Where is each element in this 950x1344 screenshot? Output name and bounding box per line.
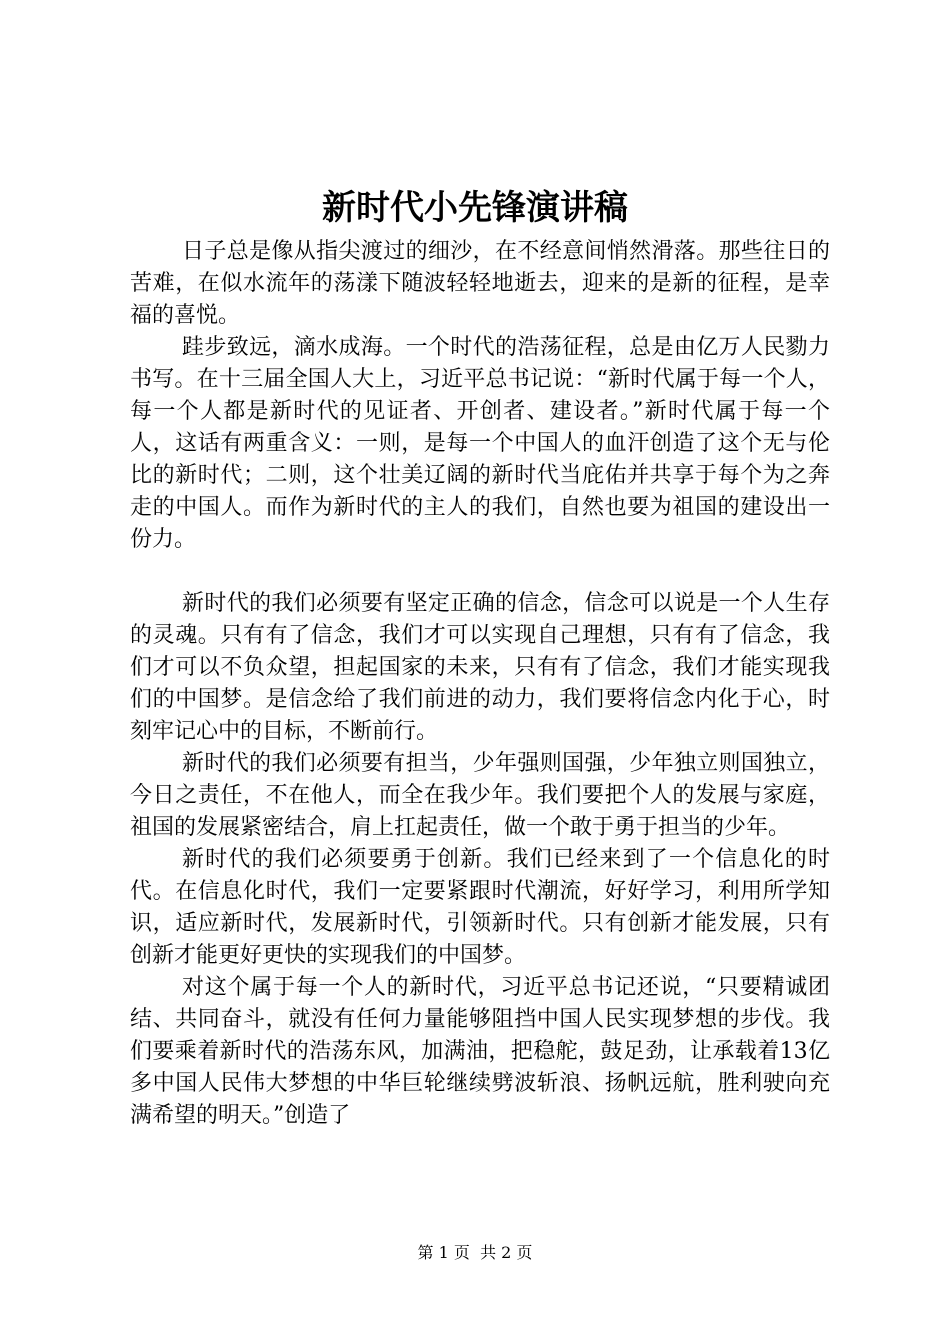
page-number: 第 1 页: [417, 1243, 470, 1262]
paragraph-4: 新时代的我们必须要有担当，少年强则国强，少年独立则国独立，今日之责任，不在他人，而全在我少年。我们要把个人的发展与家庭，祖国的发展紧密结合，肩上扛起责任，做一个敢于勇于担当的少年。: [130, 751, 830, 840]
page-title: 新时代小先锋演讲稿: [322, 188, 628, 228]
paragraph-2: 跬步致远，滴水成海。一个时代的浩荡征程，总是由亿万人民勠力书写。在十三届全国人大上，习近平总书记说：“新时代属于每一个人，每一个人都是新时代的见证者、开创者、建设者。”新时代属于每一个人，这话有两重含义：一则，是每一个中国人的血汗创造了这个无与伦比的新时代；二则，这个壮美辽阔的新时代当庇佑并共享于每个为之奔走的中国人。而作为新时代的主人的我们，自然也要为祖国的建设出一份力。: [130, 335, 830, 552]
page-footer: [0, 1243, 950, 1263]
paragraph-5: 新时代的我们必须要勇于创新。我们已经来到了一个信息化的时代。在信息化时代，我们一定要紧跟时代潮流，好好学习，利用所学知识，适应新时代，发展新时代，引领新时代。只有创新才能发展，只有创新才能更好更快的实现我们的中国梦。: [130, 847, 830, 968]
page-total: 共 2 页: [480, 1243, 533, 1262]
document-body: [130, 236, 830, 1132]
paragraph-1: 日子总是像从指尖渡过的细沙，在不经意间悄然滑落。那些往日的苦难，在似水流年的荡漾下随波轻轻地逝去，迎来的是新的征程，是幸福的喜悦。: [130, 239, 830, 328]
paragraph-3: 新时代的我们必须要有坚定正确的信念，信念可以说是一个人生存的灵魂。只有有了信念，我们才可以实现自己理想，只有有了信念，我们才可以不负众望，担起国家的未来，只有有了信念，我们才能实现我们的中国梦。是信念给了我们前进的动力，我们要将信念内化于心，时刻牢记心中的目标，不断前行。: [130, 591, 830, 744]
paragraph-6: 对这个属于每一个人的新时代，习近平总书记还说，“只要精诚团结、共同奋斗，就没有任何力量能够阻挡中国人民实现梦想的步伐。我们要乘着新时代的浩荡东风，加满油，把稳舵，鼓足劲，让承载着13亿多中国人民伟大梦想的中华巨轮继续劈波斩浪、扬帆远航，胜利驶向充满希望的明天。”创造了: [130, 975, 830, 1128]
